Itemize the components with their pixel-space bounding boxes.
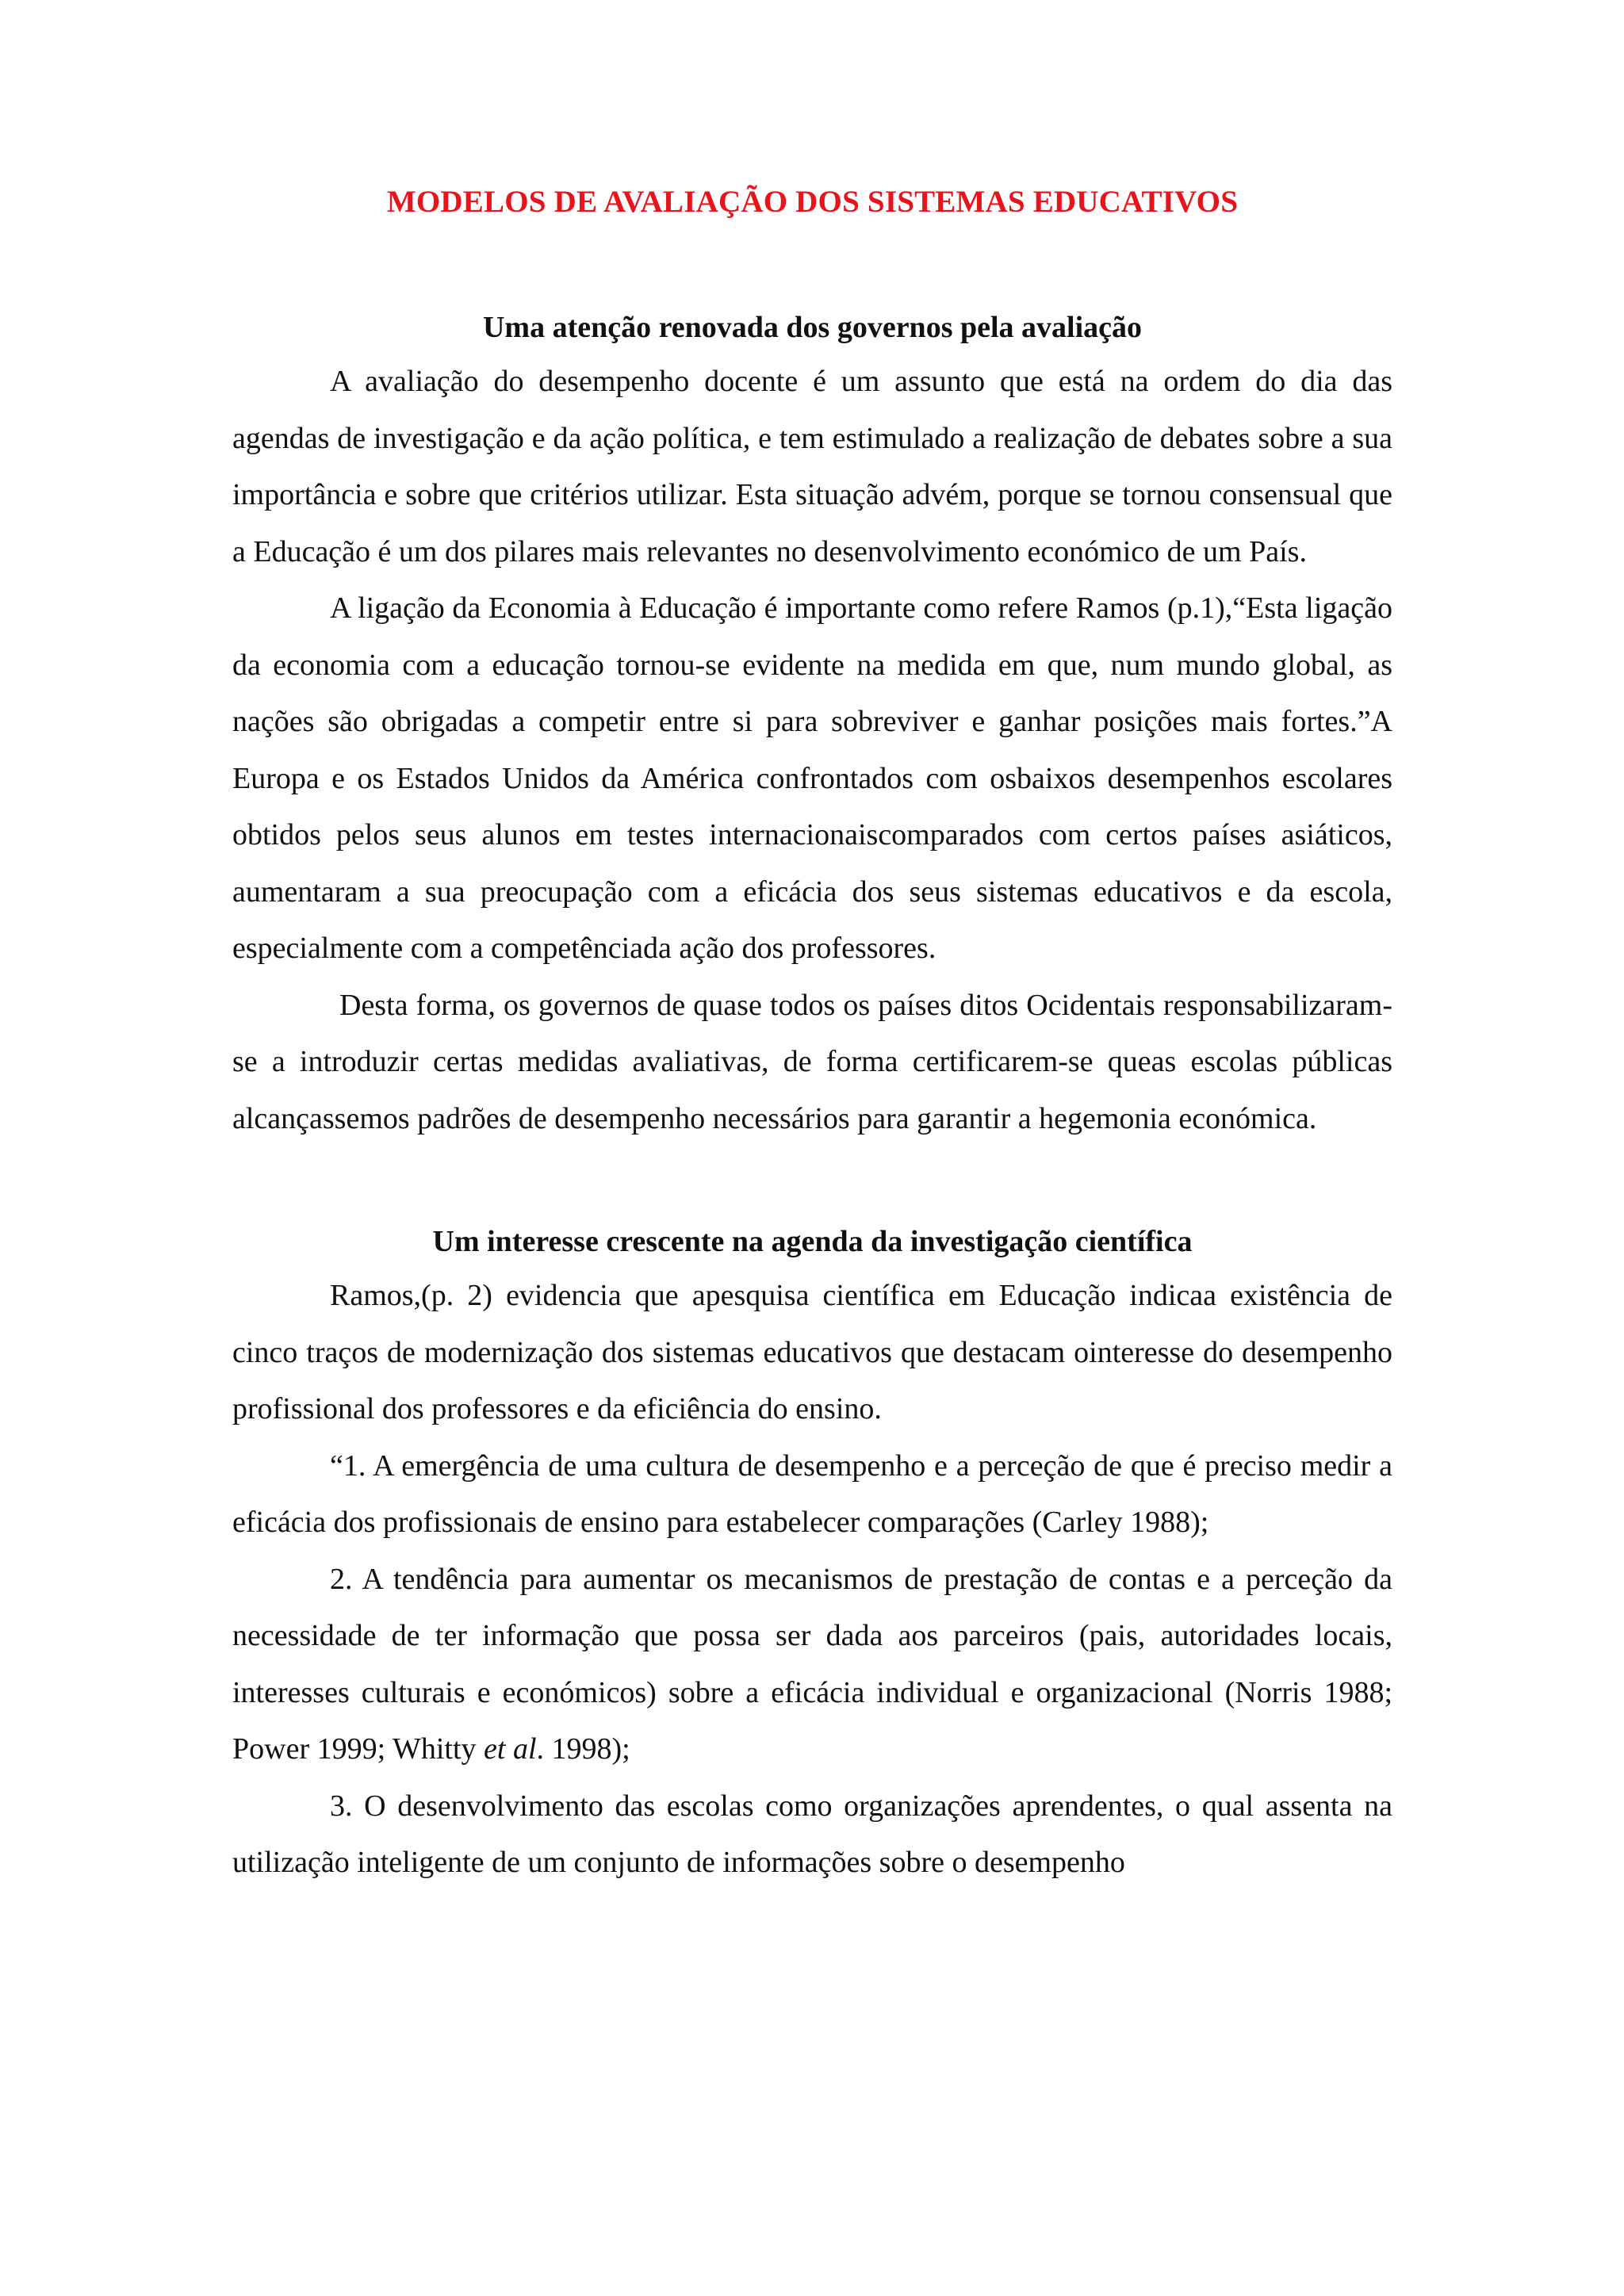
list-item: “1. A emergência de uma cultura de desempenho e a perceção de que é preciso medir a eficácia dos profissionais de ensino para estabelecer comparações (Carley 1988); — [232, 1448, 1392, 1539]
list-item — [232, 1552, 1392, 1778]
list-item-emphasis: et al — [484, 1732, 537, 1766]
section-heading-governos: Uma atenção renovada dos governos pela avaliação — [482, 311, 1143, 344]
paragraph: A avaliação do desempenho docente é um assunto que está na ordem do dia das agendas de investigação e da ação política, e tem estimulado a realização de debates sobre a sua importância e sobre que critérios utilizar. Esta situação advém, porque se tornou consensual que a Educação é um dos pilares mais relevantes no desenvolvimento económico de um País. — [232, 365, 1392, 568]
document-title: MODELOS DE AVALIAÇÃO DOS SISTEMAS EDUCATIVOS — [386, 185, 1239, 219]
list-item: 3. O desenvolvimento das escolas como organizações aprendentes, o qual assenta na utilização inteligente de um conjunto de informações sobre o desempenho — [232, 1789, 1392, 1879]
list-item-text: 2. A tendência para aumentar os mecanismos de prestação de contas e a perceção da necessidade de ter informação que possa ser dada aos parceiros (pais, autoridades locais, interesses culturais e económicos) sobre a eficácia individual e organizacional (Norris 1988; Power 1999; Whitty — [232, 1562, 1392, 1766]
paragraph: A ligação da Economia à Educação é importante como refere Ramos (p.1),“Esta ligação da economia com a educação tornou-se evidente na medida em que, num mundo global, as nações são obrigadas a competir entre si para sobreviver e ganhar posições mais fortes.”A Europa e os Estados Unidos da América confrontados com osbaixos desempenhos escolares obtidos pelos seus alunos em testes internacionaiscomparados com certos países asiáticos, aumentaram a sua preocupação com a eficácia dos seus sistemas educativos e da escola, especialmente com a competênciada ação dos professores. — [232, 591, 1392, 965]
document-page — [232, 182, 1392, 1892]
paragraph: Desta forma, os governos de quase todos os países ditos Ocidentais responsabilizaram-se a introduzir certas medidas avaliativas, de forma certificarem-se queas escolas públicas alcançassemos padrões de desempenho necessários para garantir a hegemonia económica. — [232, 988, 1392, 1135]
section-heading-investigacao: Um interesse crescente na agenda da investigação científica — [432, 1225, 1193, 1258]
list-item-tail: . 1998); — [536, 1732, 630, 1766]
paragraph: Ramos,(p. 2) evidencia que apesquisa científica em Educação indicaa existência de cinco traços de modernização dos sistemas educativos que destacam ointeresse do desempenho profissional dos professores e da eficiência do ensino. — [232, 1279, 1392, 1425]
